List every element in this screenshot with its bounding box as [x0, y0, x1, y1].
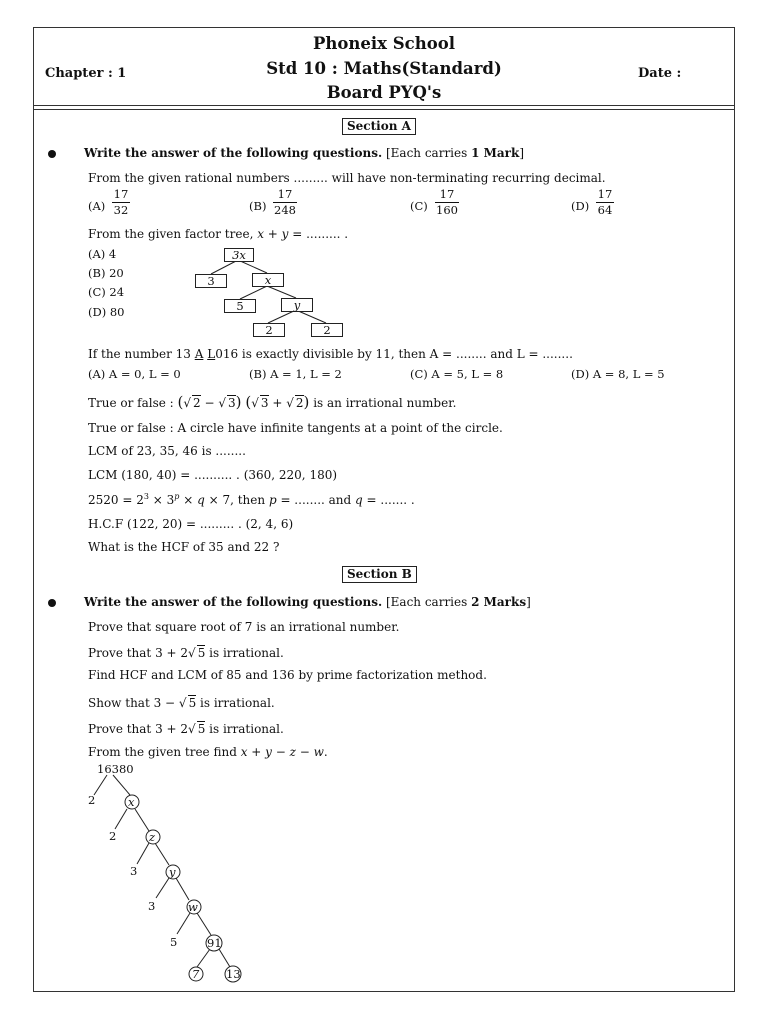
fraction-a1-b: $\frac{17}{248}$	[274, 187, 296, 217]
option-a2-c: (C) 24	[88, 285, 125, 299]
chapter-label: Chapter : 1	[45, 66, 127, 81]
tree-root-16380: 16380	[97, 762, 134, 776]
option-a3-c: (C) A = 5, L = 8	[410, 367, 504, 381]
question-b2: Prove that 3 + 2√ 5 is irrational.	[88, 646, 284, 660]
tree-node-w: w	[188, 900, 198, 914]
tree-node-2b: 2	[311, 323, 343, 337]
tree-leaf-13: 13	[226, 967, 241, 981]
question-b3: Find HCF and LCM of 85 and 136 by prime factorization method.	[88, 668, 487, 682]
question-a9: H.C.F (122, 20) = ......... . (2, 4, 6)	[88, 517, 294, 531]
option-a2-a: (A) 4	[88, 247, 117, 261]
question-b5: Prove that 3 + 2√ 5 is irrational.	[88, 722, 284, 736]
date-label: Date :	[638, 66, 682, 81]
option-a2-d: (D) 80	[88, 305, 125, 319]
tree-node-z: z	[149, 830, 156, 844]
tree-leaf-5: 5	[170, 935, 178, 949]
tree-leaf-2b: 2	[109, 829, 117, 843]
question-a3: If the number 13 A L016 is exactly divisible by 11, then A = ........ and L = ........	[88, 347, 573, 361]
question-a2: From the given factor tree, x + y = ......... .	[88, 227, 349, 241]
school-name: Phoneix School	[313, 34, 455, 53]
tree-node-y: y	[281, 298, 313, 312]
option-a1-a: (A)	[88, 199, 106, 213]
question-a10: What is the HCF of 35 and 22 ?	[88, 540, 280, 554]
question-b4: Show that 3 − √ 5 is irrational.	[88, 696, 275, 710]
tree-leaf-7: 7	[192, 967, 200, 981]
tree-node-2a: 2	[253, 323, 285, 337]
option-a3-d: (D) A = 8, L = 5	[571, 367, 665, 381]
tree-node-5: 5	[224, 299, 256, 313]
question-b6: From the given tree find x + y − z − w.	[88, 745, 328, 759]
option-a3-b: (B) A = 1, L = 2	[249, 367, 342, 381]
section-a-label: Section A	[342, 118, 416, 135]
fraction-a1-d: $\frac{17}{64}$	[597, 187, 613, 217]
tree-node-root: 3x	[224, 248, 254, 262]
question-b1: Prove that square root of 7 is an irrational number.	[88, 620, 400, 634]
paper-title: Board PYQ's	[326, 83, 442, 102]
fraction-a1-c: $\frac{17}{160}$	[436, 187, 458, 217]
option-a2-b: (B) 20	[88, 266, 124, 280]
question-a4: True or false : (√ 2 − √ 3) (√ 3 + √ 2) is an irrational number.	[88, 393, 457, 411]
option-a1-d: (D)	[571, 199, 590, 213]
option-a1-c: (C)	[410, 199, 428, 213]
option-a1-b: (B)	[249, 199, 267, 213]
tree-node-y: y	[169, 865, 176, 879]
section-b-label: Section B	[342, 566, 417, 583]
question-a8: $2520 = 2^3 \times 3^p \times q \times 7$, then p = ........ and q = ....... .	[88, 492, 415, 507]
standard-title: Std 10 : Maths(Standard)	[266, 59, 502, 78]
section-b-instruction: Write the answer of the following questions. [Each carries 2 Marks]	[84, 595, 531, 609]
question-a5: True or false : A circle have infinite tangents at a point of the circle.	[88, 421, 503, 435]
tree-node-3: 3	[195, 274, 227, 288]
tree-node-x: x	[128, 795, 135, 809]
question-a1: From the given rational numbers ......... will have non-terminating recurring decimal.	[88, 171, 606, 185]
fraction-a1-a: $\frac{17}{32}$	[113, 187, 129, 217]
tree-node-91: 91	[207, 936, 222, 950]
section-a-instruction: Write the answer of the following questions. [Each carries 1 Mark]	[84, 146, 525, 160]
tree-node-x: x	[252, 273, 284, 287]
question-a6: LCM of 23, 35, 46 is ........	[88, 444, 246, 458]
tree-leaf-3a: 3	[130, 864, 138, 878]
question-a7: LCM (180, 40) = .......... . (360, 220, 180)	[88, 468, 338, 482]
tree-leaf-2a: 2	[88, 793, 96, 807]
option-a3-a: (A) A = 0, L = 0	[88, 367, 181, 381]
tree-leaf-3b: 3	[148, 899, 156, 913]
